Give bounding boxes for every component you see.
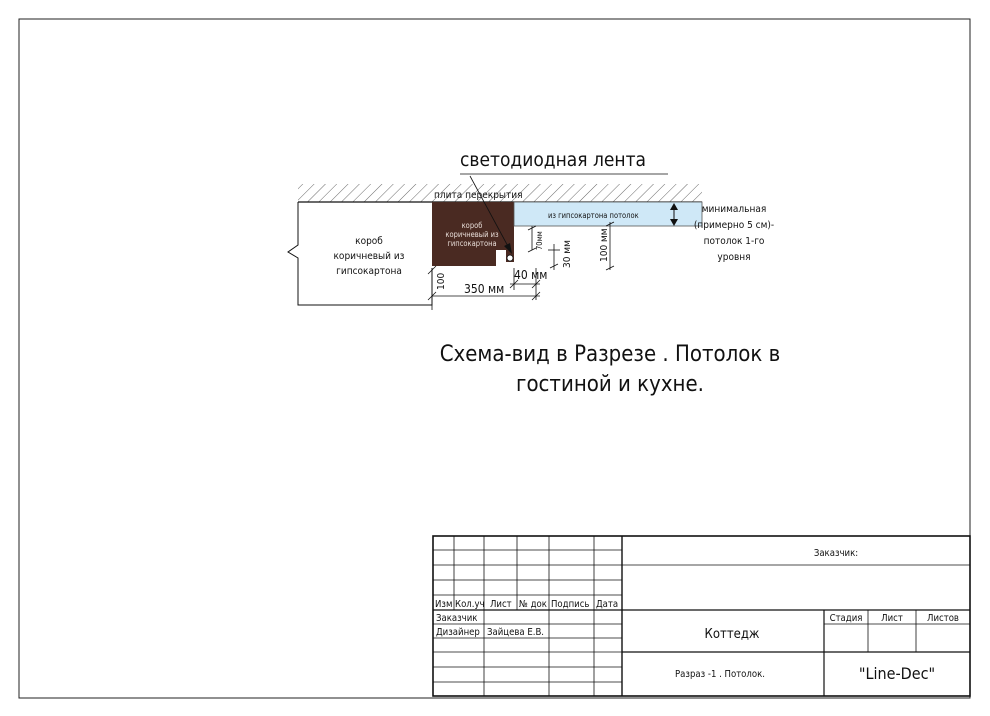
min-note-3: потолок 1-го — [703, 236, 765, 247]
section-drawing — [288, 149, 774, 310]
tb-client-label: Заказчик: — [813, 548, 859, 559]
min-note-2: (примерно 5 см)- — [693, 220, 775, 231]
dim-40: 40 мм — [514, 268, 548, 282]
diagram-title-line-2: гостиной и кухне. — [516, 372, 704, 397]
ceiling-label: из гипсокартона потолок — [548, 211, 639, 220]
tb-header-izm: Изм — [435, 599, 453, 610]
brown-box-label-3: гипсокартона — [447, 239, 497, 248]
dim-350: 350 мм — [464, 282, 505, 296]
tb-company: "Line-Dec" — [858, 664, 936, 683]
diagram-title-line-1: Схема-вид в Разрезе . Потолок в — [439, 342, 781, 367]
left-box-label-3: гипсокартона — [336, 266, 402, 277]
tb-sheets-label: Листов — [927, 613, 959, 624]
slab-label: плита перекрытия — [434, 190, 523, 201]
left-box-label-1: короб — [355, 236, 383, 247]
tb-header-list: Лист — [490, 599, 512, 610]
dim-70: 70мм — [535, 231, 544, 250]
left-box-label-2: коричневый из — [333, 251, 405, 262]
brown-box-label-1: короб — [461, 221, 483, 230]
tb-row-designer: Дизайнер — [436, 627, 480, 638]
tb-sheet-title: Разраз -1 . Потолок. — [675, 669, 765, 680]
tb-row-customer: Заказчик — [436, 613, 478, 624]
tb-stage-label: Стадия — [829, 613, 863, 624]
led-strip-icon — [507, 255, 513, 261]
dim-100-left: 100 — [436, 272, 447, 290]
min-note-4: уровня — [717, 252, 751, 263]
led-label: светодиодная лента — [460, 149, 647, 171]
dim-30: 30 мм — [562, 240, 573, 268]
min-note-1: минимальная — [701, 204, 767, 215]
tb-designer-name: Зайцева Е.В. — [487, 627, 545, 638]
tb-header-kol: Кол.уч — [455, 599, 485, 610]
tb-header-sign: Подпись — [551, 599, 590, 610]
title-block — [433, 536, 970, 696]
tb-header-doc: № док — [519, 599, 547, 610]
dim-100-vertical: 100 мм — [599, 228, 610, 262]
tb-project: Коттедж — [704, 627, 760, 642]
tb-sheet-label: Лист — [881, 613, 903, 624]
brown-box-label-2: коричневый из — [445, 230, 499, 239]
tb-header-date: Дата — [596, 599, 619, 610]
